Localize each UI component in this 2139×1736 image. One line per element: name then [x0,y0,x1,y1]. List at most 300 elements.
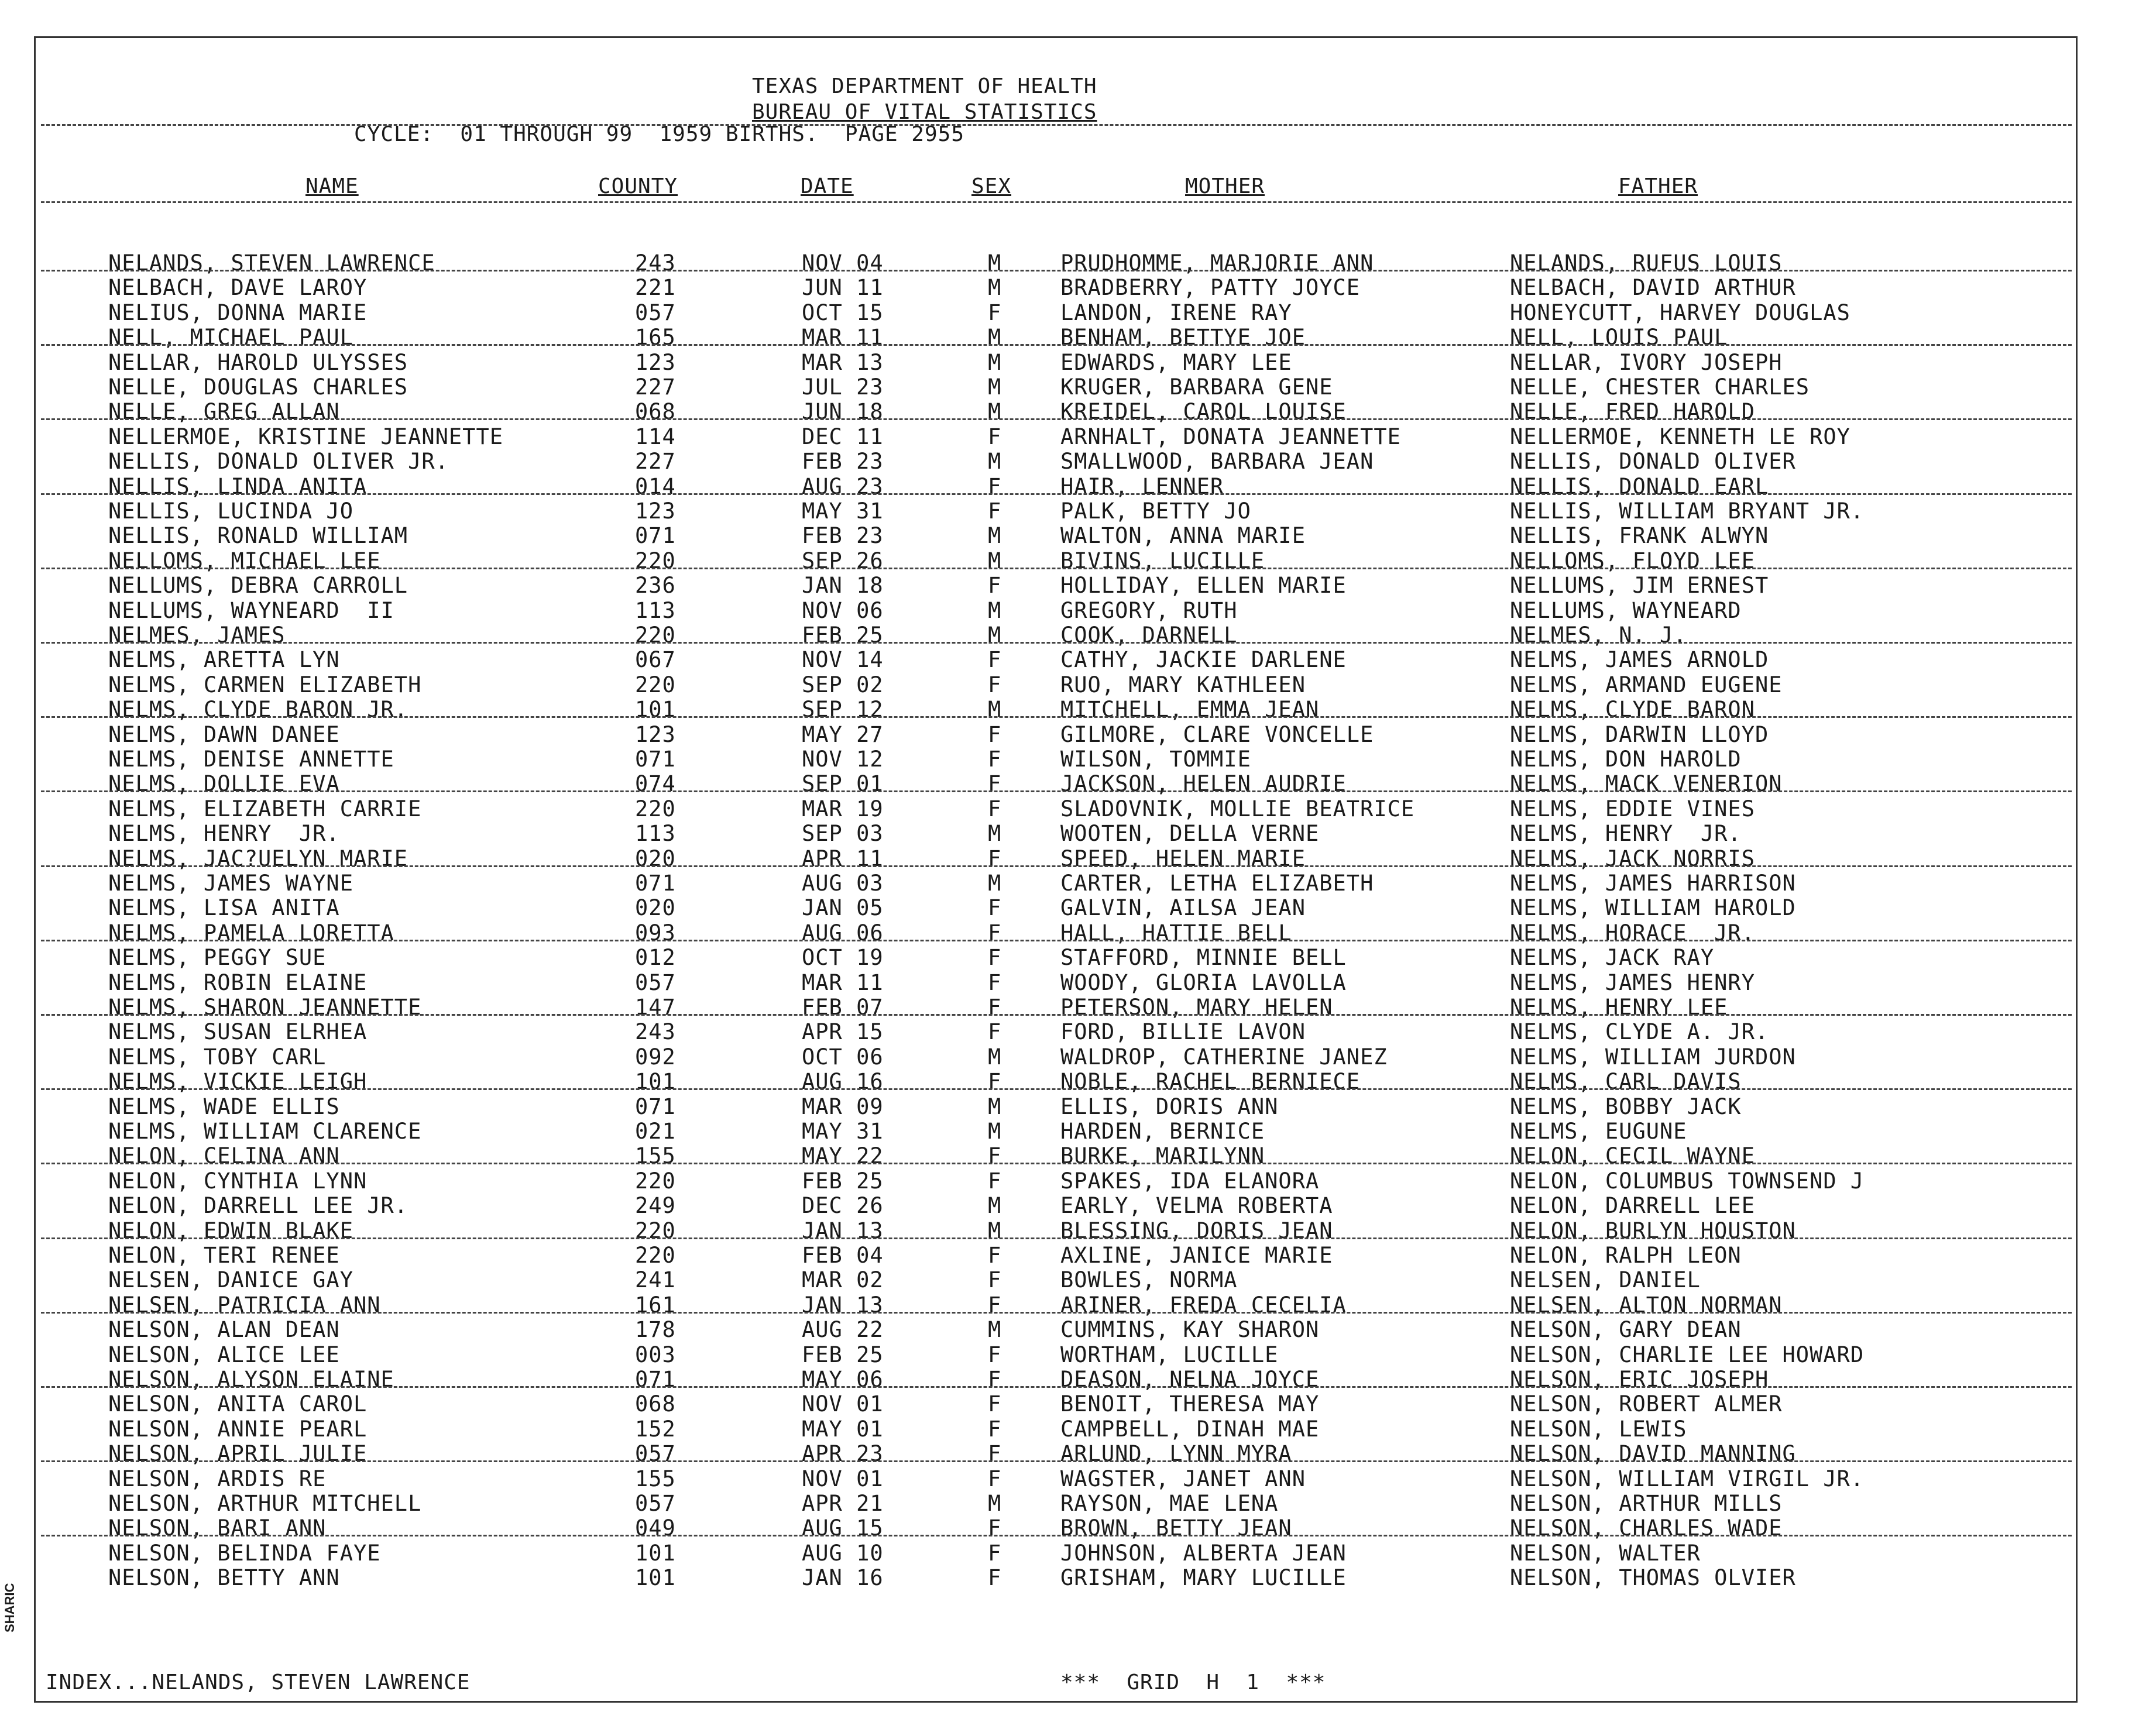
record-date: JUN 11 [802,275,884,301]
record-name: NELLIS, LINDA ANITA [108,473,368,499]
record-sex: M [988,1218,1002,1243]
record-father: NELLERMOE, KENNETH LE ROY [1510,424,1850,449]
record-date: FEB 25 [802,1342,884,1367]
record-row [0,722,2139,747]
record-mother: HOLLIDAY, ELLEN MARIE [1060,573,1347,599]
record-sex: M [988,1094,1002,1119]
record-row [0,523,2139,548]
record-sex: F [988,895,1002,921]
record-county: 123 [635,721,676,747]
header-divider [41,124,2072,126]
record-mother: BOWLES, NORMA [1060,1267,1238,1293]
record-county: 152 [635,1416,676,1442]
record-row [0,598,2139,623]
record-county: 021 [635,1119,676,1144]
record-date: FEB 07 [802,995,884,1020]
record-row [0,920,2139,946]
record-name: NELSON, BELINDA FAYE [108,1540,381,1566]
header-cycle: CYCLE: 01 THROUGH 99 1959 BIRTHS. PAGE 2955 [354,122,964,146]
row-separator [41,1535,2072,1536]
record-mother: CUMMINS, KAY SHARON [1060,1317,1320,1343]
record-row [0,449,2139,474]
record-sex: F [988,300,1002,325]
record-father: NELLE, CHESTER CHARLES [1510,374,1810,400]
record-mother: BENOIT, THERESA MAY [1060,1391,1320,1417]
record-father: NELLIS, DONALD OLIVER [1510,449,1796,475]
record-row [0,995,2139,1020]
record-county: 220 [635,672,676,697]
record-date: AUG 15 [802,1515,884,1541]
record-name: NELON, TERI RENEE [108,1243,340,1268]
record-name: NELMS, PAMELA LORETTA [108,920,394,946]
record-father: NELSON, LEWIS [1510,1416,1687,1442]
record-sex: M [988,374,1002,400]
record-name: NELMS, DOLLIE EVA [108,771,340,797]
record-date: FEB 04 [802,1243,884,1268]
record-sex: M [988,1119,1002,1144]
record-father: NELON, BURLYN HOUSTON [1510,1218,1796,1243]
record-mother: GREGORY, RUTH [1060,597,1238,623]
record-row [0,275,2139,300]
record-sex: F [988,995,1002,1020]
record-mother: CAMPBELL, DINAH MAE [1060,1416,1320,1442]
record-sex: F [988,1168,1002,1194]
record-row [0,1044,2139,1070]
record-mother: BENHAM, BETTYE JOE [1060,325,1306,350]
record-mother: WOODY, GLORIA LAVOLLA [1060,970,1347,995]
record-date: NOV 01 [802,1391,884,1417]
record-date: DEC 26 [802,1193,884,1219]
record-county: 068 [635,1391,676,1417]
record-mother: WALDROP, CATHERINE JANEZ [1060,1044,1388,1070]
record-name: NELSON, ARDIS RE [108,1466,327,1491]
record-name: NELMS, PEGGY SUE [108,945,327,971]
record-mother: WOOTEN, DELLA VERNE [1060,821,1320,847]
record-sex: M [988,325,1002,350]
record-row [0,970,2139,995]
row-separator [41,270,2072,271]
record-name: NELON, CYNTHIA LYNN [108,1168,368,1194]
record-row [0,374,2139,400]
record-sex: F [988,771,1002,797]
record-row [0,895,2139,920]
record-sex: M [988,871,1002,896]
record-date: SEP 26 [802,548,884,573]
record-sex: F [988,1243,1002,1268]
record-sex: F [988,1466,1002,1491]
record-row [0,846,2139,871]
record-date: MAR 19 [802,796,884,821]
record-name: NELSON, APRIL JULIE [108,1441,368,1467]
record-date: MAR 09 [802,1094,884,1119]
record-mother: CARTER, LETHA ELIZABETH [1060,871,1374,896]
record-row [0,623,2139,648]
record-name: NELMS, SUSAN ELRHEA [108,1019,368,1045]
record-mother: JACKSON, HELEN AUDRIE [1060,771,1347,797]
record-row [0,672,2139,697]
record-county: 227 [635,449,676,475]
record-date: MAY 27 [802,721,884,747]
record-sex: M [988,1317,1002,1343]
record-mother: SMALLWOOD, BARBARA JEAN [1060,449,1374,475]
record-mother: RUO, MARY KATHLEEN [1060,672,1306,697]
record-row [0,1069,2139,1094]
record-father: NELSON, ERIC JOSEPH [1510,1367,1769,1392]
record-sex: F [988,473,1002,499]
record-mother: DEASON, NELNA JOYCE [1060,1367,1320,1392]
record-father: NELLIS, DONALD EARL [1510,473,1769,499]
record-county: 113 [635,821,676,847]
record-county: 165 [635,325,676,350]
record-name: NELMS, DAWN DANEE [108,721,340,747]
record-name: NELANDS, STEVEN LAWRENCE [108,250,435,276]
record-county: 074 [635,771,676,797]
record-row [0,1094,2139,1119]
record-mother: HARDEN, BERNICE [1060,1119,1265,1144]
record-name: NELMS, ROBIN ELAINE [108,970,368,995]
record-date: SEP 03 [802,821,884,847]
record-county: 243 [635,250,676,276]
record-date: NOV 06 [802,597,884,623]
record-father: NELLIS, FRANK ALWYN [1510,523,1769,549]
record-name: NELON, DARRELL LEE JR. [108,1193,408,1219]
record-father: NELMS, WILLIAM JURDON [1510,1044,1796,1070]
record-county: 155 [635,1466,676,1491]
record-sex: M [988,597,1002,623]
row-separator [41,568,2072,569]
record-father: HONEYCUTT, HARVEY DOUGLAS [1510,300,1850,325]
col-header-name: NAME [305,174,359,198]
record-row [0,300,2139,325]
record-name: NELLIS, DONALD OLIVER JR. [108,449,449,475]
record-county: 114 [635,424,676,449]
record-county: 020 [635,895,676,921]
record-mother: GALVIN, AILSA JEAN [1060,895,1306,921]
row-separator [41,1386,2072,1388]
record-sex: F [988,945,1002,971]
record-name: NELLUMS, DEBRA CARROLL [108,573,408,599]
record-county: 227 [635,374,676,400]
record-date: NOV 01 [802,1466,884,1491]
row-separator [41,1163,2072,1164]
record-date: NOV 04 [802,250,884,276]
record-name: NELMS, ARETTA LYN [108,647,340,673]
record-name: NELON, EDWIN BLAKE [108,1218,353,1243]
record-father: NELSON, CHARLES WADE [1510,1515,1783,1541]
record-father: NELSON, WALTER [1510,1540,1701,1566]
record-father: NELL, LOUIS PAUL [1510,325,1728,350]
record-county: 241 [635,1267,676,1293]
record-name: NELMS, JAC?UELYN MARIE [108,845,408,871]
row-separator [41,716,2072,718]
record-mother: KREIDEL, CAROL LOUISE [1060,399,1347,425]
record-row [0,424,2139,449]
record-county: 123 [635,349,676,375]
record-county: 020 [635,845,676,871]
record-father: NELMS, ARMAND EUGENE [1510,672,1783,697]
record-mother: WORTHAM, LUCILLE [1060,1342,1279,1367]
row-separator [41,1312,2072,1314]
record-father: NELMS, JAMES ARNOLD [1510,647,1769,673]
record-row [0,1119,2139,1144]
record-date: SEP 01 [802,771,884,797]
record-county: 101 [635,1540,676,1566]
record-father: NELMS, CARL DAVIS [1510,1069,1742,1095]
record-father: NELMS, JAMES HENRY [1510,970,1755,995]
record-county: 220 [635,796,676,821]
record-name: NELSEN, PATRICIA ANN [108,1292,381,1318]
header-bureau: BUREAU OF VITAL STATISTICS [752,100,1097,124]
record-mother: BROWN, BETTY JEAN [1060,1515,1292,1541]
record-county: 249 [635,1193,676,1219]
record-row [0,1441,2139,1466]
record-mother: SPAKES, IDA ELANORA [1060,1168,1320,1194]
row-separator [41,1460,2072,1462]
record-date: JAN 13 [802,1292,884,1318]
record-date: MAY 01 [802,1416,884,1442]
record-date: MAR 13 [802,349,884,375]
record-name: NELMS, WILLIAM CLARENCE [108,1119,422,1144]
record-father: NELMS, JACK NORRIS [1510,845,1755,871]
record-county: 147 [635,995,676,1020]
record-row [0,945,2139,970]
record-county: 057 [635,1491,676,1516]
record-mother: WAGSTER, JANET ANN [1060,1466,1306,1491]
record-father: NELMS, EUGUNE [1510,1119,1687,1144]
record-row [0,1143,2139,1168]
record-name: NELSON, ANNIE PEARL [108,1416,368,1442]
record-sex: M [988,449,1002,475]
record-county: 155 [635,1143,676,1169]
record-date: MAR 02 [802,1267,884,1293]
record-row [0,1491,2139,1516]
record-father: NELLE, FRED HAROLD [1510,399,1755,425]
record-sex: F [988,970,1002,995]
record-name: NELSON, ALICE LEE [108,1342,340,1367]
record-sex: F [988,721,1002,747]
record-name: NELMS, SHARON JEANNETTE [108,995,422,1020]
record-sex: F [988,845,1002,871]
record-name: NELSON, ANITA CAROL [108,1391,368,1417]
row-separator [41,1237,2072,1239]
record-row [0,1515,2139,1541]
row-separator [41,790,2072,792]
record-father: NELSON, ARTHUR MILLS [1510,1491,1783,1516]
record-father: NELSON, CHARLIE LEE HOWARD [1510,1342,1865,1367]
record-date: DEC 11 [802,424,884,449]
record-county: 243 [635,1019,676,1045]
record-county: 220 [635,1168,676,1194]
record-mother: COOK, DARNELL [1060,623,1238,648]
record-county: 071 [635,747,676,772]
record-sex: F [988,424,1002,449]
record-county: 236 [635,573,676,599]
record-county: 071 [635,871,676,896]
record-county: 057 [635,970,676,995]
record-mother: WALTON, ANNA MARIE [1060,523,1306,549]
header-agency: TEXAS DEPARTMENT OF HEALTH [752,74,1097,98]
record-county: 220 [635,623,676,648]
record-father: NELON, COLUMBUS TOWNSEND J [1510,1168,1865,1194]
record-date: NOV 12 [802,747,884,772]
record-father: NELMS, DON HAROLD [1510,747,1742,772]
record-row [0,1367,2139,1392]
record-county: 071 [635,523,676,549]
record-name: NELMS, JAMES WAYNE [108,871,353,896]
record-row [0,1565,2139,1590]
record-date: MAY 06 [802,1367,884,1392]
row-separator [41,642,2072,644]
record-father: NELMS, JACK RAY [1510,945,1715,971]
record-date: MAY 22 [802,1143,884,1169]
record-name: NELMS, TOBY CARL [108,1044,327,1070]
record-name: NELLAR, HAROLD ULYSSES [108,349,408,375]
record-father: NELON, DARRELL LEE [1510,1193,1755,1219]
record-mother: ARINER, FREDA CECELIA [1060,1292,1347,1318]
record-mother: HAIR, LENNER [1060,473,1224,499]
record-date: JAN 05 [802,895,884,921]
record-row [0,796,2139,821]
record-county: 178 [635,1317,676,1343]
record-county: 093 [635,920,676,946]
record-county: 101 [635,1069,676,1095]
record-sex: F [988,1416,1002,1442]
record-mother: ARLUND, LYNN MYRA [1060,1441,1292,1467]
record-sex: F [988,747,1002,772]
record-father: NELMS, HENRY LEE [1510,995,1728,1020]
record-name: NELIUS, DONNA MARIE [108,300,368,325]
record-date: JUL 23 [802,374,884,400]
record-row [0,1292,2139,1318]
record-county: 113 [635,597,676,623]
record-sex: F [988,1143,1002,1169]
record-sex: M [988,623,1002,648]
record-date: AUG 10 [802,1540,884,1566]
record-sex: M [988,548,1002,573]
record-date: APR 21 [802,1491,884,1516]
record-mother: LANDON, IRENE RAY [1060,300,1292,325]
record-mother: FORD, BILLIE LAVON [1060,1019,1306,1045]
record-date: AUG 16 [802,1069,884,1095]
side-label: SHARIC [2,1583,17,1632]
record-county: 071 [635,1094,676,1119]
record-father: NELMS, BOBBY JACK [1510,1094,1742,1119]
record-father: NELMS, WILLIAM HAROLD [1510,895,1796,921]
col-header-sex: SEX [971,174,1012,198]
record-row [0,1342,2139,1367]
record-row [0,1541,2139,1566]
record-date: AUG 23 [802,473,884,499]
record-sex: M [988,349,1002,375]
record-row [0,325,2139,350]
record-mother: NOBLE, RACHEL BERNIECE [1060,1069,1361,1095]
record-name: NELSON, ALYSON ELAINE [108,1367,394,1392]
record-father: NELMS, EDDIE VINES [1510,796,1755,821]
record-sex: F [988,796,1002,821]
record-mother: PALK, BETTY JO [1060,499,1251,524]
record-name: NELLIS, RONALD WILLIAM [108,523,408,549]
record-date: APR 15 [802,1019,884,1045]
record-mother: STAFFORD, MINNIE BELL [1060,945,1347,971]
record-date: OCT 19 [802,945,884,971]
record-county: 071 [635,1367,676,1392]
record-name: NELSON, ARTHUR MITCHELL [108,1491,422,1516]
record-row [0,747,2139,772]
record-father: NELSON, THOMAS OLVIER [1510,1565,1796,1591]
record-sex: F [988,1342,1002,1367]
col-header-mother: MOTHER [1185,174,1265,198]
record-county: 057 [635,300,676,325]
record-name: NELLIS, LUCINDA JO [108,499,353,524]
record-row [0,399,2139,424]
record-name: NELMS, DENISE ANNETTE [108,747,394,772]
record-mother: SPEED, HELEN MARIE [1060,845,1306,871]
record-county: 161 [635,1292,676,1318]
record-sex: F [988,573,1002,599]
record-sex: F [988,499,1002,524]
record-county: 123 [635,499,676,524]
record-county: 220 [635,1243,676,1268]
record-father: NELSON, GARY DEAN [1510,1317,1742,1343]
row-separator [41,865,2072,867]
col-header-date: DATE [801,174,854,198]
col-header-father: FATHER [1618,174,1698,198]
record-name: NELBACH, DAVE LAROY [108,275,368,301]
record-father: NELBACH, DAVID ARTHUR [1510,275,1796,301]
record-row [0,821,2139,846]
record-date: FEB 25 [802,1168,884,1194]
record-row [0,499,2139,524]
record-father: NELON, CECIL WAYNE [1510,1143,1755,1169]
record-row [0,474,2139,499]
record-name: NELON, CELINA ANN [108,1143,340,1169]
record-sex: F [988,1019,1002,1045]
record-row [0,771,2139,796]
footer-index: INDEX...NELANDS, STEVEN LAWRENCE [46,1670,471,1694]
record-mother: AXLINE, JANICE MARIE [1060,1243,1333,1268]
record-sex: M [988,250,1002,276]
record-date: FEB 25 [802,623,884,648]
record-row [0,1243,2139,1268]
record-row [0,1391,2139,1417]
row-separator [41,1088,2072,1090]
record-row [0,1466,2139,1491]
record-row [0,350,2139,375]
record-name: NELSON, BARI ANN [108,1515,327,1541]
record-mother: EDWARDS, MARY LEE [1060,349,1292,375]
record-mother: HALL, HATTIE BELL [1060,920,1292,946]
record-date: FEB 23 [802,523,884,549]
record-name: NELMS, CARMEN ELIZABETH [108,672,422,697]
record-sex: M [988,275,1002,301]
record-row [0,1267,2139,1292]
record-date: APR 23 [802,1441,884,1467]
record-name: NELLOMS, MICHAEL LEE [108,548,381,573]
record-sex: M [988,1044,1002,1070]
record-sex: M [988,399,1002,425]
record-date: AUG 22 [802,1317,884,1343]
record-county: 012 [635,945,676,971]
row-separator [41,344,2072,346]
record-name: NELSON, ALAN DEAN [108,1317,340,1343]
record-name: NELSEN, DANICE GAY [108,1267,353,1293]
record-row [0,1193,2139,1218]
record-mother: BIVINS, LUCILLE [1060,548,1265,573]
column-header-divider [41,201,2072,203]
record-mother: WILSON, TOMMIE [1060,747,1251,772]
record-sex: F [988,1292,1002,1318]
record-mother: PRUDHOMME, MARJORIE ANN [1060,250,1374,276]
